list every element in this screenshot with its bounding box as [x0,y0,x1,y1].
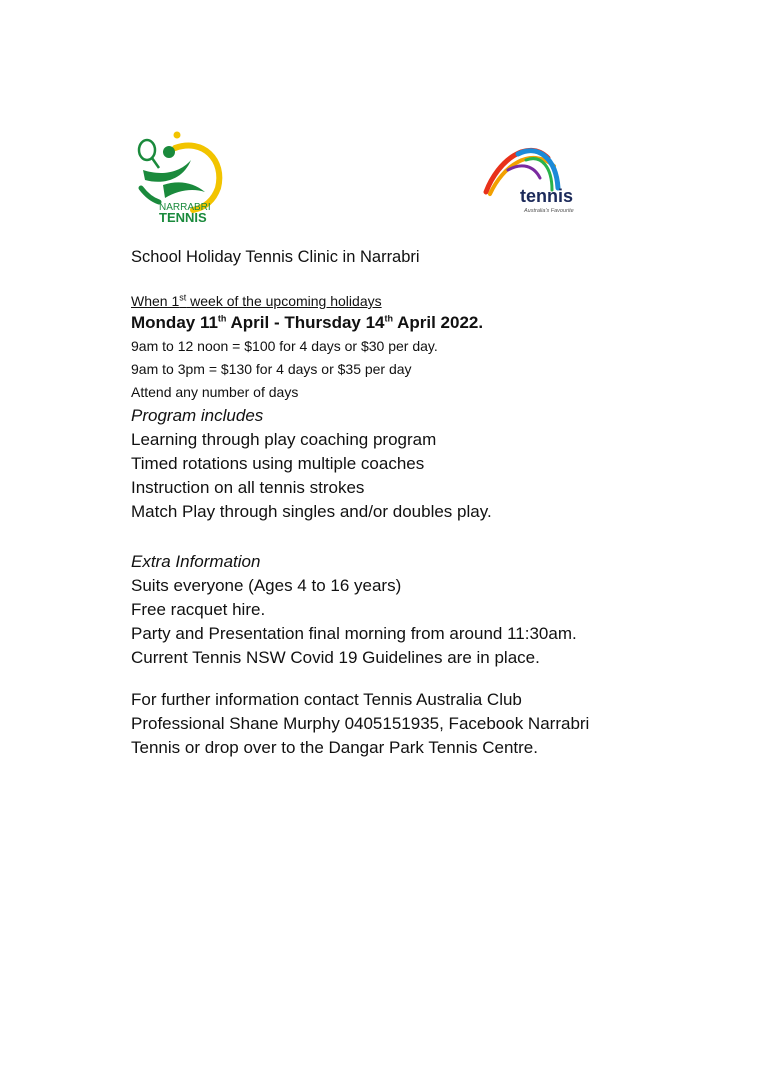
extra-item: Current Tennis NSW Covid 19 Guidelines are in place. [131,648,540,667]
when-line [131,291,731,311]
extra-heading: Extra Information [131,552,261,571]
narrabri-tennis-logo [133,130,228,225]
program-heading: Program includes [131,406,264,425]
logo-tagline: Australia's Favourite [524,208,574,214]
logo-tennis-text: TENNIS [159,210,207,225]
program-item: Timed rotations using multiple coaches [131,454,425,473]
tennis-australia-logo [478,140,590,220]
extra-item: Free racquet hire. [131,600,266,619]
dates-part-1: Monday 11 [131,313,218,332]
when-sup: st [179,292,187,303]
pricing-line: 9am to 3pm = $130 for 4 days or $35 per day [131,361,412,377]
dates-line [131,311,731,335]
when-pre: When 1 [131,293,180,309]
dates-sup-1: th [217,313,227,324]
program-item: Learning through play coaching program [131,430,437,449]
dates-part-3: April 2022. [393,313,484,332]
pricing-line: Attend any number of days [131,384,299,400]
dates-part-2: April - Thursday 14 [226,313,385,332]
contact-line: For further information contact Tennis Australia Club [131,690,522,709]
program-item: Match Play through singles and/or doubles play. [131,502,492,521]
flyer-content [131,245,731,760]
logo-narrabri-text: NARRABRI [159,202,211,213]
contact-line: Professional Shane Murphy 0405151935, Facebook Narrabri [131,714,590,733]
pricing-line: 9am to 12 noon = $100 for 4 days or $30 per day. [131,338,438,354]
extra-item: Suits everyone (Ages 4 to 16 years) [131,576,402,595]
logo-tennis-word: tennis [520,186,574,206]
extra-item: Party and Presentation final morning from around 11:30am. [131,624,577,643]
program-item: Instruction on all tennis strokes [131,478,365,497]
dates-sup-2: th [384,313,393,324]
flyer-title: School Holiday Tennis Clinic in Narrabri [131,248,420,266]
contact-line: Tennis or drop over to the Dangar Park Tennis Centre. [131,738,538,757]
when-post: week of the upcoming holidays [186,293,382,309]
